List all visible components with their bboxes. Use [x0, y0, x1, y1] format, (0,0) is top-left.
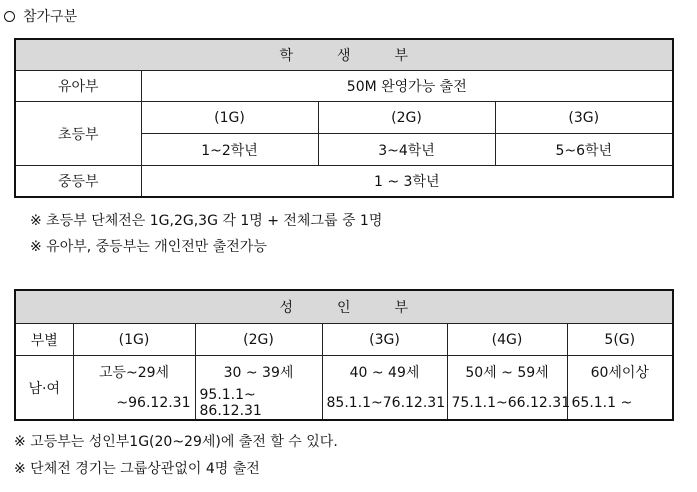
elem-group: (3G) — [495, 102, 673, 134]
adult-group: 5(G) — [567, 324, 673, 356]
age-range: 30 ~ 39세 — [195, 356, 322, 388]
col-division: 부별 — [15, 324, 73, 356]
elem-grade: 1~2학년 — [141, 134, 318, 166]
birth-range: 65.1.1 ~ — [567, 387, 673, 420]
adult-group: (3G) — [322, 324, 447, 356]
bullet-circle-icon — [4, 11, 15, 22]
age-range: 40 ~ 49세 — [322, 356, 447, 388]
age-range: 고등~29세 — [73, 356, 195, 388]
adult-group: (2G) — [195, 324, 322, 356]
birth-range: 85.1.1~76.12.31 — [322, 387, 447, 420]
student-note: ※ 초등부 단체전은 1G,2G,3G 각 1명 + 전체그룹 중 1명 — [30, 213, 383, 229]
gender-label: 남·여 — [15, 356, 73, 421]
birth-range: 75.1.1~66.12.31 — [447, 387, 567, 420]
age-range: 50세 ~ 59세 — [447, 356, 567, 388]
age-range: 60세이상 — [567, 356, 673, 388]
adult-group: (1G) — [73, 324, 195, 356]
adult-note: ※ 단체전 경기는 그룹상관없이 4명 출전 — [14, 461, 260, 477]
elem-group: (1G) — [141, 102, 318, 134]
adult-group: (4G) — [447, 324, 567, 356]
section-title: 참가구분 — [23, 9, 78, 25]
elem-grade: 5~6학년 — [495, 134, 673, 166]
kinder-label: 유아부 — [15, 71, 141, 102]
elem-label: 초등부 — [15, 102, 141, 166]
middle-label: 중등부 — [15, 166, 141, 198]
kinder-value: 50M 완영가능 출전 — [141, 71, 673, 102]
adult-division-table — [14, 289, 674, 421]
birth-range: ~96.12.31 — [73, 387, 195, 420]
elem-group: (2G) — [318, 102, 495, 134]
middle-value: 1 ~ 3학년 — [141, 166, 673, 198]
adult-header: 성 인 부 — [15, 290, 673, 324]
adult-note: ※ 고등부는 성인부1G(20~29세)에 출전 할 수 있다. — [14, 434, 338, 450]
student-header: 학 생 부 — [15, 39, 673, 71]
student-note: ※ 유아부, 중등부는 개인전만 출전가능 — [30, 239, 267, 255]
elem-grade: 3~4학년 — [318, 134, 495, 166]
student-division-table — [14, 38, 674, 198]
section-heading — [4, 6, 77, 26]
birth-range: 95.1.1~ 86.12.31 — [195, 387, 322, 420]
